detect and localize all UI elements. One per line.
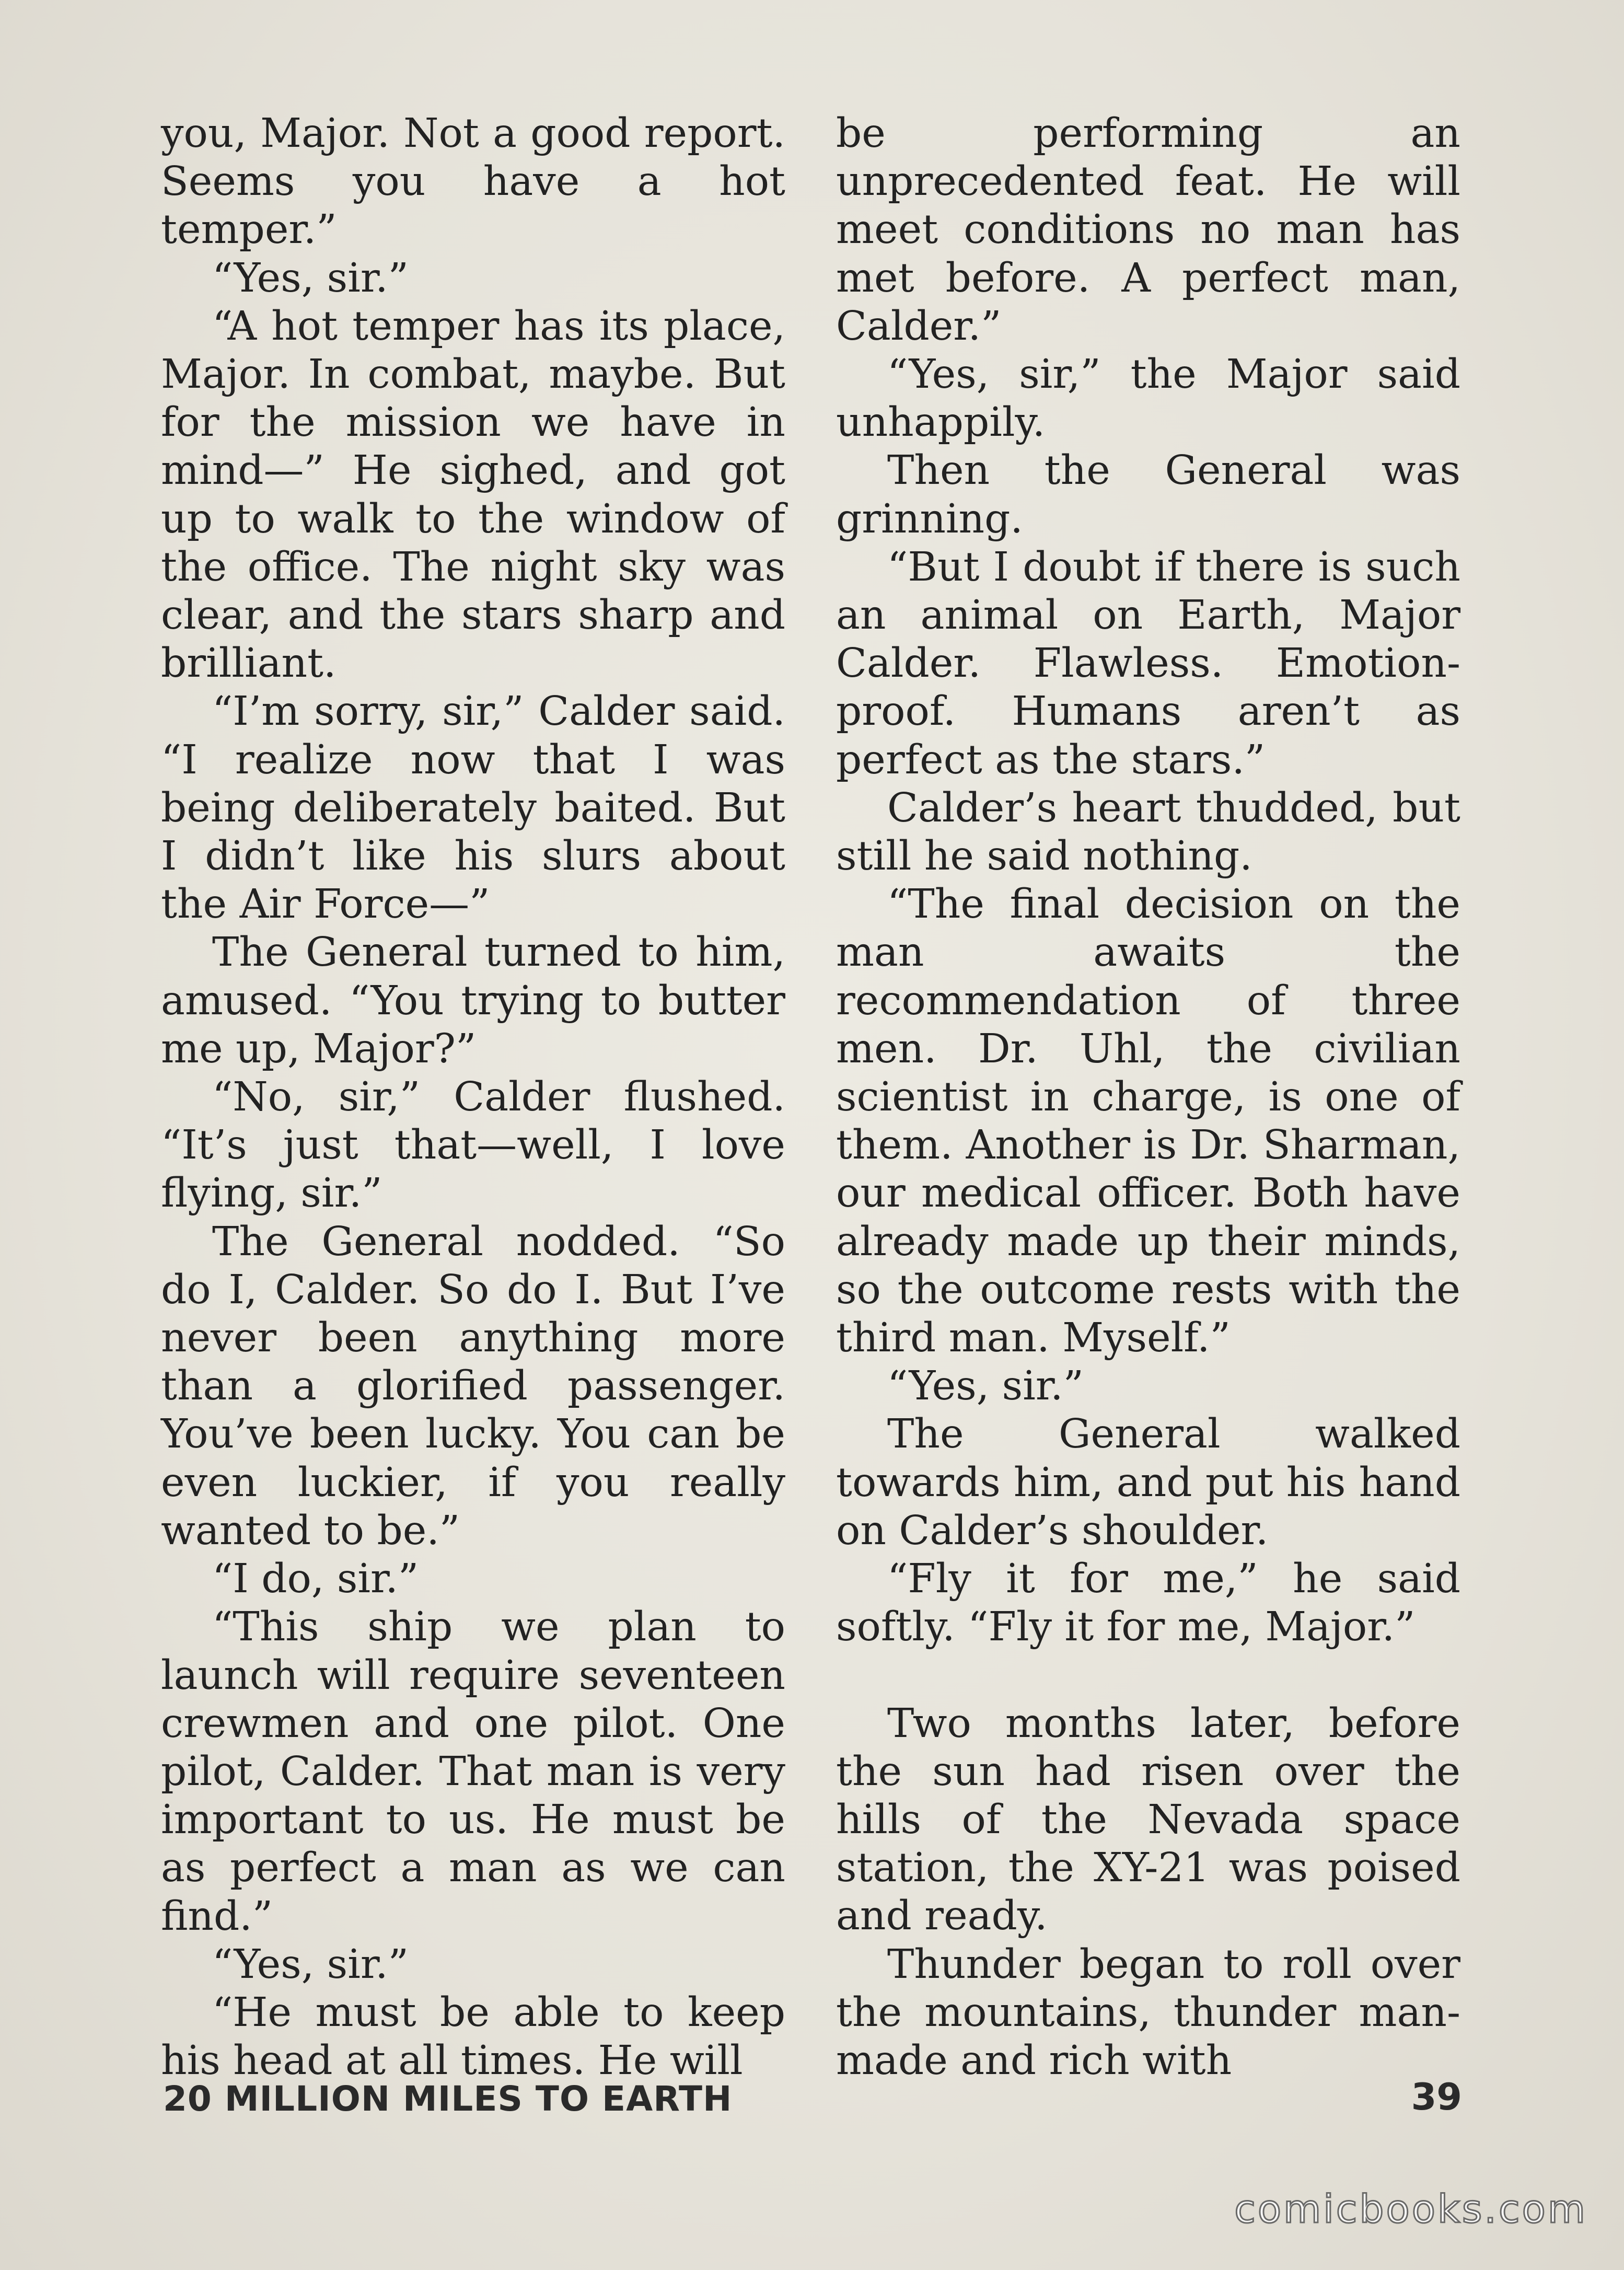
paragraph: Two months later, before the sun had risen over the hills of the Nevada space station, the XY-21 was poised and ready.	[836, 1700, 1460, 1940]
paragraph: “I do, sir.”	[212, 1556, 419, 1603]
paragraph: be performing an unprecedented feat. He will meet conditions no man has met before. A perfect man, Calder.”	[836, 110, 1460, 350]
watermark: comicbooks.com	[1234, 2187, 1587, 2232]
page-number: 39	[1411, 2076, 1462, 2118]
paragraph: “Fly it for me,” he said softly. “Fly it for me, Major.”	[836, 1556, 1460, 1651]
paragraph: “Yes, sir.”	[887, 1363, 1084, 1410]
paragraph: “This ship we plan to launch will require seventeen crewmen and one pilot. One pilot, Calder. That man is very important to us. He must be as perfect a man as we can find.”	[161, 1604, 785, 1940]
paragraph: “The final decision on the man awaits the recommendation of three men. Dr. Uhl, the civilian scientist in charge, is one of them. Another is Dr. Sharman, our medical officer. Both have already made up their minds, so the outcome rests with the third man. Myself.”	[836, 881, 1460, 1362]
paragraph: you, Major. Not a good report. Seems you have a hot temper.”	[161, 110, 785, 253]
paragraph: “A hot temper has its place, Major. In combat, maybe. But for the mission we have in mind—” He sighed, and got up to walk to the window of the office. The night sky was clear, and the stars sharp and brilliant.	[161, 303, 785, 687]
paragraph: Calder’s heart thudded, but still he said nothing.	[836, 784, 1460, 880]
paragraph: “Yes, sir.”	[212, 1941, 409, 1988]
paragraph: “He must be able to keep his head at all times. He will	[161, 1989, 785, 2084]
text-column-right	[836, 110, 1460, 2085]
paragraph: “But I doubt if there is such an animal on Earth, Major Calder. Flawless. Emotion-proof. Humans aren’t as perfect as the stars.”	[836, 543, 1460, 783]
paragraph: The General nodded. “So do I, Calder. So do I. But I’ve never been anything more than a glorified passenger. You’ve been lucky. You can be even luckier, if you really wanted to be.”	[161, 1218, 785, 1554]
running-footer-title: 20 MILLION MILES TO EARTH	[163, 2079, 733, 2119]
paragraph: “Yes, sir.”	[212, 254, 409, 302]
paragraph: The General turned to him, amused. “You trying to butter me up, Major?”	[161, 929, 785, 1072]
paragraph: “I’m sorry, sir,” Calder said. “I realize now that I was being deliberately baited. But I didn’t like his slurs about the Air Force—”	[161, 688, 785, 928]
paragraph: “No, sir,” Calder flushed. “It’s just that—well, I love flying, sir.”	[161, 1074, 785, 1217]
paragraph: “Yes, sir,” the Major said unhappily.	[836, 351, 1460, 446]
paragraph: Thunder began to roll over the mountains, thunder man-made and rich with	[836, 1941, 1460, 2084]
text-column-left	[161, 110, 785, 2085]
paragraph: The General walked towards him, and put his hand on Calder’s shoulder.	[836, 1411, 1460, 1554]
paragraph: Then the General was grinning.	[836, 447, 1460, 542]
